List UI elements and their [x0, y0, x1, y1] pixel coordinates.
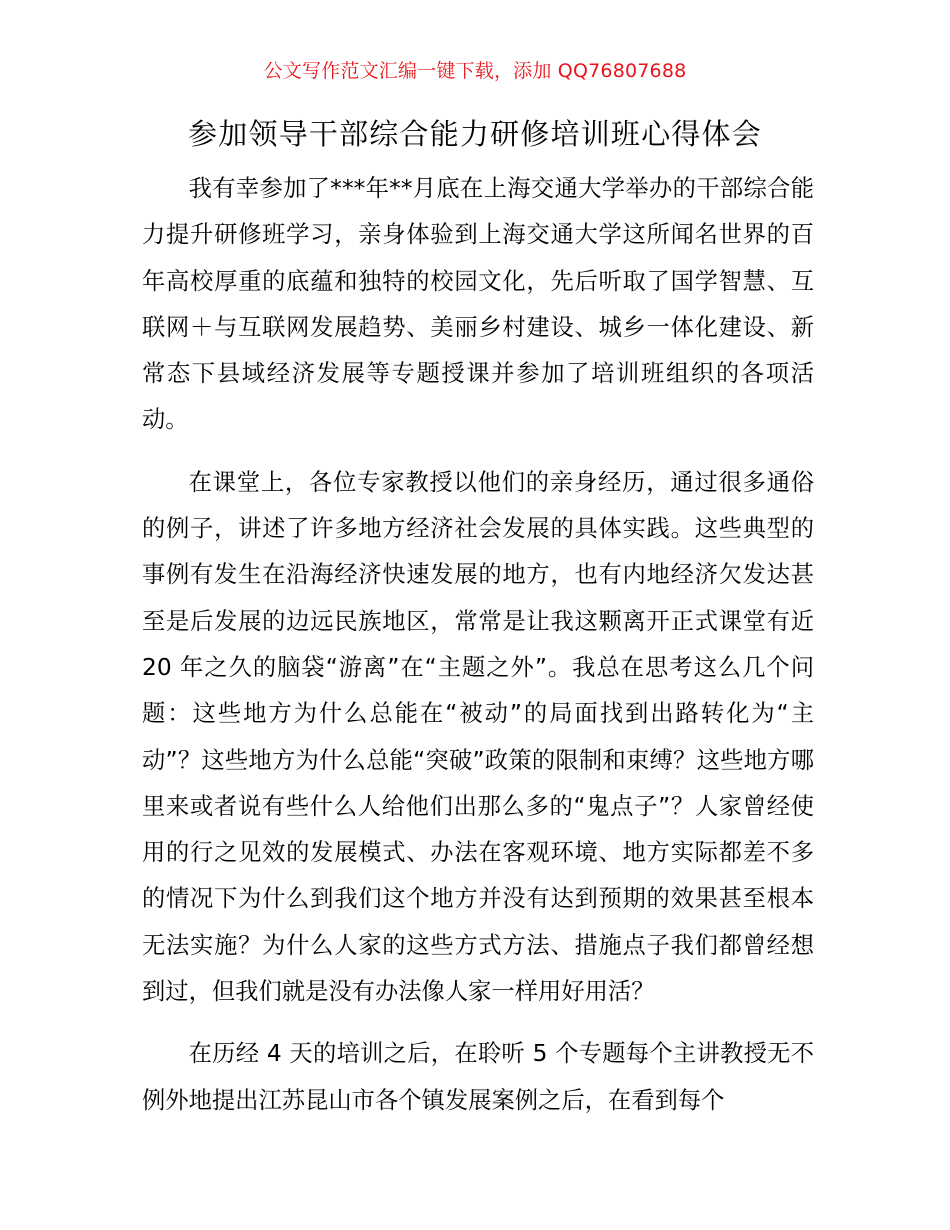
document-title: 参加领导干部综合能力研修培训班心得体会: [188, 117, 762, 151]
paragraph-2: 在课堂上，各位专家教授以他们的亲身经历，通过很多通俗的例子，讲述了许多地方经济社会发展的具体实践。这些典型的事例有发生在沿海经济快速发展的地方，也有内地经济欠发达甚至是后发展的边远民族地区，常常是让我这颗离开正式课堂有近 20 年之久的脑袋“游离”在“主题之外”。我总在思考这么几个问题：这些地方为什么总能在“被动”的局面找到出路转化为“主动”？这些地方为什么总能“突破”政策的限制和束缚？这些地方哪里来或者说有些什么人给他们出那么多的“鬼点子”？人家曾经使用的行之见效的发展模式、办法在客观环境、地方实际都差不多的情况下为什么到我们这个地方并没有达到预期的效果甚至根本无法实施？为什么人家的这些方式方法、措施点子我们都曾经想到过，但我们就是没有办法像人家一样用好用活？: [142, 468, 814, 1006]
document-body: [142, 166, 814, 1140]
paragraph-1: 我有幸参加了***年**月底在上海交通大学举办的干部综合能力提升研修班学习，亲身体验到上海交通大学这所闻名世界的百年高校厚重的底蕴和独特的校园文化，先后听取了国学智慧、互联网＋与互联网发展趋势、美丽乡村建设、城乡一体化建设、新常态下县域经济发展等专题授课并参加了培训班组织的各项活动。: [142, 175, 814, 434]
paragraph-3: 在历经 4 天的培训之后，在聆听 5 个专题每个主讲教授无不例外地提出江苏昆山市各个镇发展案例之后，在看到每个: [142, 1040, 814, 1114]
download-banner: 公文写作范文汇编一键下载，添加 QQ76807688: [263, 60, 687, 82]
